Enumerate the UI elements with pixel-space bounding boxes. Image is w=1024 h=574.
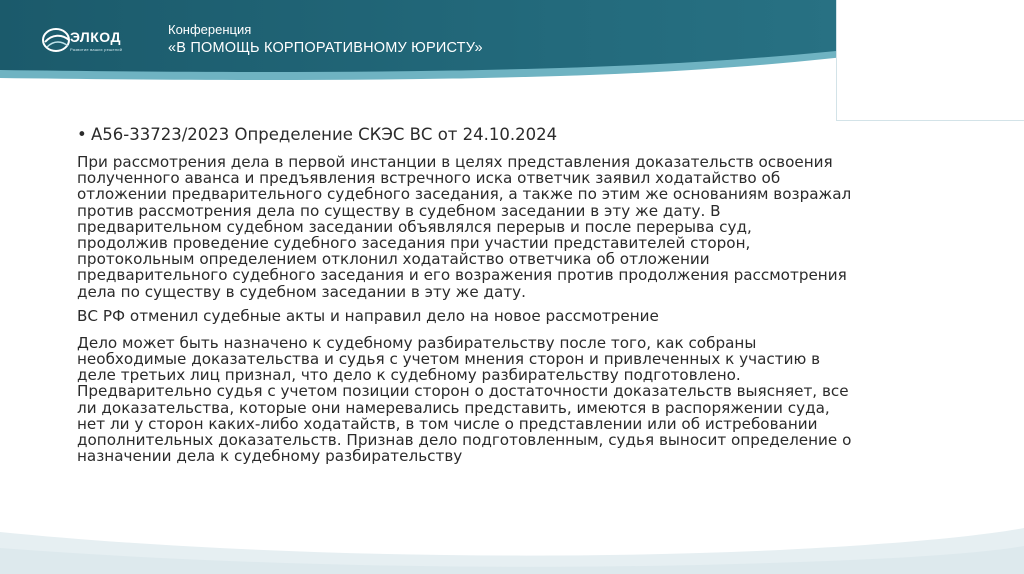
paragraph-line: предварительного судебного заседания и его возражения против продолжения рассмотрения	[77, 266, 847, 285]
conference-title: «В ПОМОЩЬ КОРПОРАТИВНОМУ ЮРИСТУ»	[168, 40, 483, 56]
paragraph-line: протокольным определением отклонил ходатайство ответчика об отложении	[77, 250, 710, 269]
paragraph-2: ВС РФ отменил судебные акты и направил дело на новое рассмотрение	[77, 306, 659, 325]
paragraph-line: дополнительных доказательств. Признав дело подготовленным, судья выносит определение о	[77, 431, 852, 450]
paragraph-line: дела по существу в судебном заседании в эту же дату.	[77, 282, 527, 301]
paragraph-3	[77, 335, 957, 465]
slide-content	[77, 124, 957, 472]
paragraph-line: Предварительно судья с учетом позиции сторон о достаточности доказательств выясняет, все	[77, 382, 849, 401]
conference-label: Конференция	[168, 22, 252, 37]
case-title: А56-33723/2023 Определение СКЭС ВС от 24.10.2024	[91, 125, 558, 144]
logo-tagline: Развитие ваших решений	[70, 47, 123, 52]
paragraph-line: продолжив проведение судебного заседания при участии представителей сторон,	[77, 234, 751, 253]
paragraph-line: предварительном судебном заседании объявлялся перерыв и после перерыва суд,	[77, 217, 752, 236]
paragraph-line: необходимые доказательства и судья с учетом мнения сторон и привлеченных к участию в	[77, 350, 821, 369]
paragraph-line: нет ли у сторон каких-либо ходатайств, в том числе о представлении или об истребовании	[77, 414, 818, 433]
bottom-wave-decoration	[0, 514, 1024, 574]
paragraph-line: ли доказательства, которые они намеревались представить, имеются в распоряжении суда,	[77, 398, 830, 417]
bullet-dot: •	[77, 125, 87, 144]
paragraph-line: При рассмотрения дела в первой инстанции в целях представления доказательств освоения	[77, 153, 833, 171]
paragraph-line: против рассмотрения дела по существу в судебном заседании в эту же дату. В	[77, 201, 721, 220]
paragraph-line: отложении предварительного судебного заседания, а также по этим же основаниям возражал	[77, 185, 852, 204]
paragraph-line: деле третьих лиц признал, что дело к судебному разбирательству подготовлено.	[77, 366, 741, 385]
paragraph-line: назначении дела к судебному разбирательству	[77, 447, 463, 466]
case-bullet	[77, 124, 957, 146]
corner-placeholder-box	[836, 0, 1024, 121]
paragraph-line: Дело может быть назначено к судебному разбирательству после того, как собраны	[77, 333, 757, 352]
logo-text: ЭЛКОД	[70, 29, 121, 45]
paragraph-line: полученного аванса и предъявления встречного иска ответчик заявил ходатайство об	[77, 169, 781, 188]
paragraph-1	[77, 154, 957, 300]
